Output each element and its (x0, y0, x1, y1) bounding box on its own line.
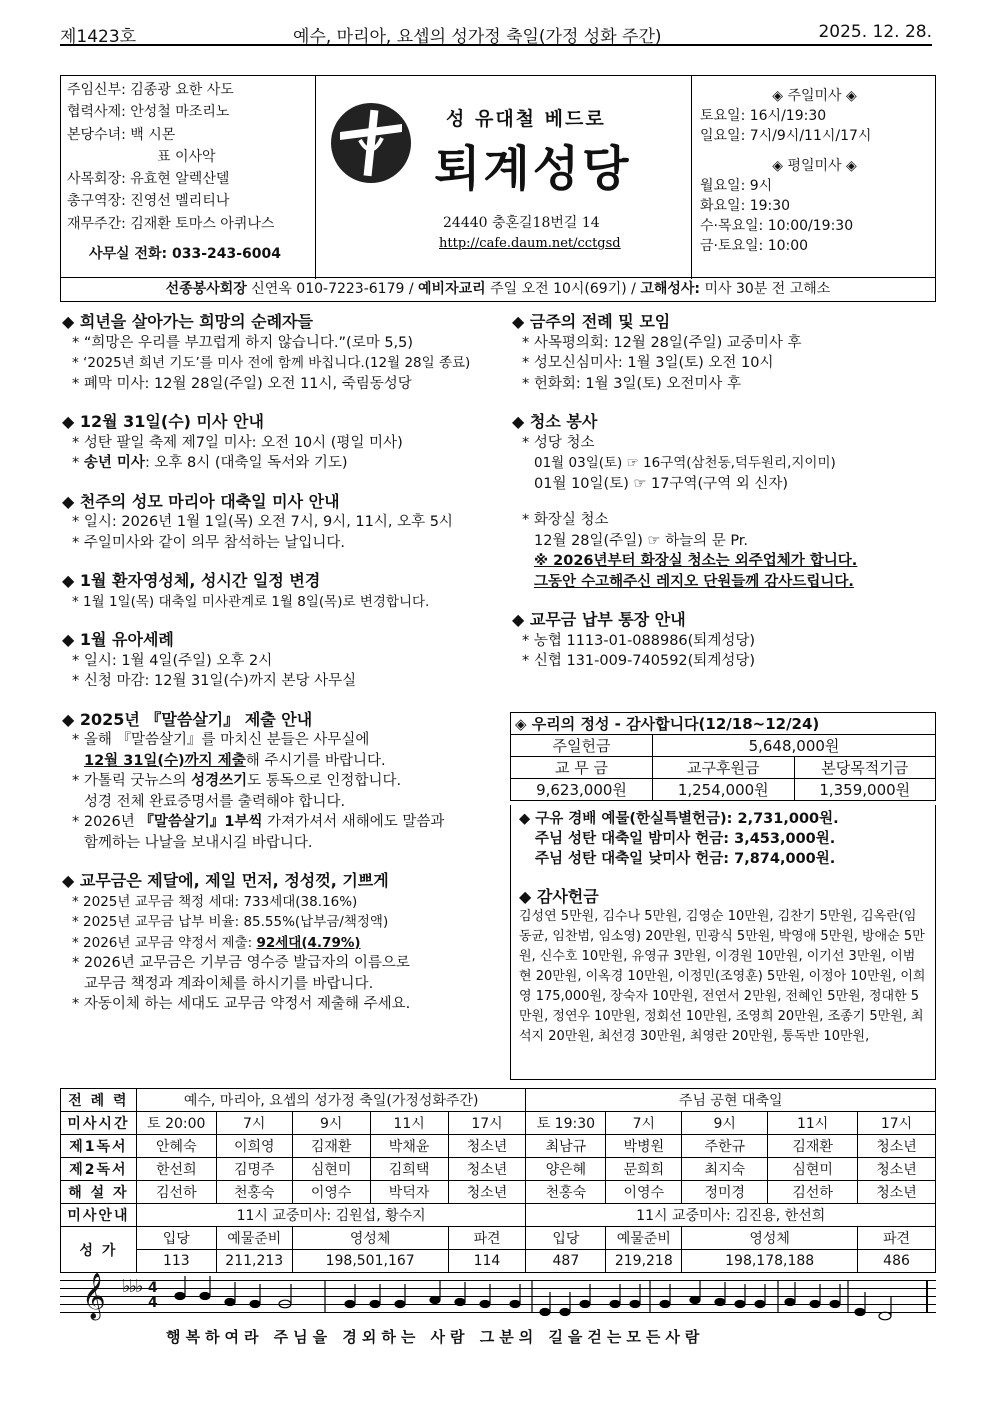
section-title: ◆ 청소 봉사 (512, 412, 598, 431)
offering-details (510, 805, 936, 1080)
row-header: 제2독서 (61, 1158, 137, 1181)
cafe-link[interactable]: http://cafe.daum.net/cctgsd (439, 236, 621, 251)
notice-text (512, 551, 936, 572)
table-cell: 김명주 (216, 1158, 292, 1181)
table-cell: 11시 교중미사: 김진용, 한선희 (526, 1204, 936, 1227)
time-signature-icon: 4 4 (148, 1280, 158, 1311)
list-item: * 일시: 1월 4일(주일) 오후 2시 (72, 652, 273, 669)
table-cell: 박덕자 (370, 1181, 448, 1204)
sponsor-text: 신연옥 010-7223-6179 / (246, 281, 419, 297)
deadline-text: 12월 31일(수)까지 제출 (84, 752, 246, 769)
church-subtitle: 성 유대철 베드로 (446, 108, 606, 130)
table-cell: 211,213 (216, 1250, 292, 1273)
sponsor-label: 선종봉사회장 (165, 281, 247, 297)
liturgy-table (60, 1088, 936, 1273)
special-offering: 주님 성탄 대축일 낮미사 헌금: 7,874,000원. (535, 851, 836, 867)
row-header: 성 가 (61, 1227, 137, 1273)
bank-account: * 신협 131-009-740592(퇴계성당) (522, 653, 755, 669)
bible-writing-text: 성경쓰기 (191, 773, 248, 789)
col-header: 예물준비 (216, 1227, 292, 1250)
staff-line: 총구역장: 진영선 멜리티나 (67, 193, 230, 210)
service-info-bar (60, 278, 936, 302)
weekday-mass-line: 화요일: 19:30 (700, 198, 791, 214)
page-title: 예수, 마리아, 요셉의 성가정 축일(가정 성화 주간) (293, 27, 662, 47)
confession-text: 미사 30분 전 고해소 (700, 281, 831, 297)
table-cell: 청소년 (448, 1135, 526, 1158)
year-end-mass-label: 송년 미사 (83, 455, 145, 471)
list-item: 성경 전체 완료증명서를 출력해야 합니다. (84, 793, 346, 810)
weekday-mass-title: ◈ 평일미사 ◈ (772, 158, 857, 174)
list-item (62, 751, 507, 772)
staff-line: 협력사제: 안성철 마조리노 (67, 104, 230, 121)
sunday-mass-line: 일요일: 7시/9시/11시/17시 (700, 128, 872, 144)
list-item: * 1월 1일(목) 대축일 미사관계로 1월 8일(목)로 변경합니다. (72, 593, 430, 610)
col-header: 입당 (136, 1227, 216, 1250)
list-item: * 헌화회: 1월 3일(토) 오전미사 후 (522, 375, 742, 392)
feast-name: 예수, 마리아, 요셉의 성가정 축일(가정성화주간) (136, 1089, 526, 1112)
sunday-offering-label: 주일헌금 (511, 735, 653, 757)
mass-schedule (691, 76, 937, 279)
table-cell: 토 19:30 (526, 1112, 606, 1135)
list-item: * 주일미사와 같이 의무 참석하는 날입니다. (72, 534, 346, 551)
col-header: 입당 (526, 1227, 606, 1250)
table-cell: 김선하 (136, 1181, 216, 1204)
table-cell: 천홍숙 (526, 1181, 606, 1204)
col-header: 영성체 (682, 1227, 858, 1250)
table-cell: 486 (858, 1250, 936, 1273)
list-item: * 성탄 팔일 축제 제7일 미사: 오전 10시 (평일 미사) (72, 434, 403, 451)
list-item (62, 812, 507, 833)
col-header: 교 무 금 (511, 757, 653, 779)
table-cell: 219,218 (606, 1250, 682, 1273)
weekday-mass-line: 월요일: 9시 (700, 178, 773, 194)
weekday-mass-line: 금·토요일: 10:00 (700, 238, 809, 254)
section-title: ◆ 교무금은 제달에, 제일 먼저, 정성껏, 기쁘게 (62, 871, 389, 890)
catechism-label: 예비자교리 (418, 281, 486, 297)
table-cell: 양은혜 (526, 1158, 606, 1181)
table-cell: 11시 (768, 1112, 858, 1135)
list-item: * 2026년 교무금은 기부금 영수증 발급자의 이름으로 (72, 955, 410, 971)
section-title: ◆ 교무금 납부 통장 안내 (512, 610, 686, 629)
notice-bold: 그동안 수고해주신 레지오 단원들께 감사드립니다. (534, 573, 854, 590)
section-title: ◆ 12월 31일(수) 미사 안내 (62, 412, 264, 431)
section-title: ◆ 희년을 살아가는 희망의 순례자들 (62, 312, 313, 331)
list-text: * 2026년 교무금 약정서 제출: (72, 934, 257, 951)
list-item: * 신청 마감: 12월 31일(수)까지 본당 사무실 (72, 673, 357, 689)
list-item: * 사목평의회: 12월 28일(주일) 교중미사 후 (522, 334, 802, 351)
table-cell: 김선하 (768, 1181, 858, 1204)
table-cell: 최지숙 (682, 1158, 768, 1181)
melody-notes-icon (170, 1272, 930, 1326)
section-title: ◆ 2025년 『말씀살기』 제출 안내 (62, 709, 313, 729)
table-cell: 이영수 (292, 1181, 370, 1204)
offering-table (510, 712, 936, 801)
table-cell: 청소년 (448, 1181, 526, 1204)
list-item: * 성당 청소 (522, 434, 595, 451)
pledge-count: 92세대(4.79%) (256, 934, 361, 951)
thanks-title: ◆ 감사헌금 (519, 887, 599, 906)
church-logo-area (316, 76, 691, 279)
row-header: 전 례 력 (61, 1089, 137, 1112)
table-cell: 17시 (858, 1112, 936, 1135)
list-text: 해 주시기를 바랍니다. (245, 752, 386, 769)
section-title: ◆ 천주의 성모 마리아 대축일 미사 안내 (62, 491, 340, 511)
masthead-box (60, 75, 936, 278)
section-title: ◆ 1월 환자영성체, 성시간 일정 변경 (62, 571, 321, 590)
bank-account: * 농협 1113-01-088986(퇴계성당) (522, 632, 755, 649)
catechism-text: 주일 오전 10시(69기) / (485, 281, 641, 297)
staff-line: 본당수녀: 백 시몬 (67, 126, 176, 143)
staff-list (61, 76, 316, 279)
table-cell: 11시 교중미사: 김원섭, 황수지 (136, 1204, 526, 1227)
hymn-lyrics: 행복하여라 주님을 경외하는 사람 그분의 길을걷는모든사람 (166, 1328, 705, 1346)
right-column (512, 312, 936, 672)
row-header: 미사시간 (61, 1112, 137, 1135)
notice-text (512, 572, 936, 593)
table-cell: 7시 (606, 1112, 682, 1135)
table-cell: 1,254,000원 (653, 779, 795, 801)
year-end-mass-text: : 오후 8시 (대축일 독서와 기도) (144, 455, 348, 471)
list-item: 01월 10일(토) ☞ 17구역(구역 외 신자) (534, 475, 789, 492)
left-column (62, 312, 507, 1015)
col-header: 교구후원금 (653, 757, 795, 779)
row-header: 해 설 자 (61, 1181, 137, 1204)
section-title: ◆ 1월 유아세례 (62, 630, 174, 649)
list-item: 01월 03일(토) ☞ 16구역(삼천동,덕두원리,지이미) (534, 455, 836, 471)
table-cell: 한선희 (136, 1158, 216, 1181)
list-item: * 자동이체 하는 세대도 교무금 약정서 제출해 주세요. (72, 996, 411, 1012)
list-item: * 화장실 청소 (522, 512, 609, 528)
staff-line: 주임신부: 김종광 요한 사도 (67, 82, 234, 98)
church-name: 퇴계성당 (434, 141, 632, 197)
list-item: * 성모신심미사: 1월 3일(토) 오전 10시 (522, 355, 774, 371)
staff-line: 표 이사악 (157, 148, 216, 165)
table-cell: 17시 (448, 1112, 526, 1135)
sunday-mass-line: 토요일: 16시/19:30 (700, 108, 827, 124)
table-cell: 9시 (292, 1112, 370, 1135)
table-cell: 청소년 (858, 1158, 936, 1181)
music-staff (60, 1272, 936, 1326)
col-header: 본당목적기금 (794, 757, 936, 779)
table-cell: 청소년 (448, 1158, 526, 1181)
office-phone: 사무실 전화: 033-243-6004 (89, 246, 281, 263)
confession-label: 고해성사: (640, 281, 701, 297)
cross-logo-icon (330, 102, 412, 184)
section-title: ◆ 금주의 전례 및 모임 (512, 312, 671, 331)
special-offering: ◆ 구유 경배 예물(한실특별헌금): 2,731,000원. (519, 811, 839, 827)
table-cell: 주한규 (682, 1135, 768, 1158)
col-header: 파견 (858, 1227, 936, 1250)
row-header: 미사안내 (61, 1204, 137, 1227)
notice-bold: ※ 2026년부터 화장실 청소는 외주업체가 합니다. (534, 553, 858, 569)
table-cell: 김재환 (768, 1135, 858, 1158)
col-header: 예물준비 (606, 1227, 682, 1250)
table-cell: 청소년 (858, 1181, 936, 1204)
church-address: 24440 충혼길18번길 14 (443, 215, 600, 231)
table-cell: 심현미 (768, 1158, 858, 1181)
feast-name: 주님 공현 대축일 (526, 1089, 936, 1112)
table-cell: 김희택 (370, 1158, 448, 1181)
table-cell: 198,178,188 (682, 1250, 858, 1273)
staff-line: 사목회장: 유효현 알렉산델 (67, 171, 230, 188)
table-cell: 9시 (682, 1112, 768, 1135)
list-item: * 2025년 교무금 납부 비율: 85.55%(납부금/책정액) (72, 914, 389, 930)
list-item: * ‘2025년 희년 기도’를 미사 전에 함께 바칩니다.(12월 28일 종료) (72, 355, 471, 371)
list-text: 도 통독으로 인정합니다. (247, 773, 402, 789)
table-cell: 박채윤 (370, 1135, 448, 1158)
list-text: 가져가셔서 새해에도 말씀과 (262, 814, 445, 830)
list-item: 12월 28일(주일) ☞ 하늘의 문 Pr. (534, 532, 749, 549)
table-cell: 최남규 (526, 1135, 606, 1158)
table-cell: 박병원 (606, 1135, 682, 1158)
list-item: * 송년 미사: 오후 8시 (대축일 독서와 기도) (72, 455, 348, 471)
weekday-mass-line: 수·목요일: 10:00/19:30 (700, 218, 854, 234)
sunday-offering-value: 5,648,000원 (653, 735, 936, 757)
table-cell: 1,359,000원 (794, 779, 936, 801)
table-cell: 11시 (370, 1112, 448, 1135)
offering-title: ◈ 우리의 정성 - 감사합니다(12/18~12/24) (511, 713, 936, 735)
list-item: * 올해 『말씀살기』를 마치신 분들은 사무실에 (72, 732, 370, 748)
list-item (62, 771, 507, 792)
table-cell: 김재환 (292, 1135, 370, 1158)
sunday-mass-title: ◈ 주일미사 ◈ (772, 88, 857, 104)
table-cell: 이영수 (606, 1181, 682, 1204)
table-cell: 천홍숙 (216, 1181, 292, 1204)
table-cell: 토 20:00 (136, 1112, 216, 1135)
table-cell: 7시 (216, 1112, 292, 1135)
list-item: * “희망은 우리를 부끄럽게 하지 않습니다.”(로마 5,5) (72, 334, 414, 351)
table-cell: 정미경 (682, 1181, 768, 1204)
thanks-list: 김성연 5만원, 김수나 5만원, 김영순 10만원, 김찬기 5만원, 김옥란(임동균, 임찬범, 임소영) 20만원, 민광식 5만원, 박영애 5만원, 방애순 5만원, 신수호 10만원, 유영규 3만원, 이경원 10만원, 이기선 3만원, 이범현 20만원, 이옥경 10만원, 이정민(조영훈) 5만원, 이정아 10만원, 이희영 175,000원, 장숙자 10만원, 전연서 2만원, 전혜인 5만원, 정대한 5만원, 정연우 10만원, 정회선 10만원, 조영희 20만원, 조종기 5만원, 최석지 20만원, 최선경 30만원, 최영란 20만원, 통독반 10만원, (519, 909, 926, 1044)
table-cell: 9,623,000원 (511, 779, 653, 801)
table-cell: 487 (526, 1250, 606, 1273)
treble-clef-icon: 𝄞 (82, 1273, 106, 1319)
table-cell: 198,501,167 (292, 1250, 448, 1273)
list-item (62, 933, 507, 954)
table-cell: 청소년 (858, 1135, 936, 1158)
list-text: * 2026년 (72, 814, 140, 830)
bulletin-date: 2025. 12. 28. (818, 22, 932, 42)
list-item: 교무금 책정과 계좌이체를 하시기를 바랍니다. (84, 975, 374, 992)
staff-line: 재무주간: 김재환 토마스 아퀴나스 (67, 215, 275, 232)
col-header: 영성체 (292, 1227, 448, 1250)
bulletin-header (60, 22, 932, 46)
col-header: 파견 (448, 1227, 526, 1250)
issue-number: 제1423호 (60, 27, 137, 47)
word-living-text: 『말씀살기』1부씩 (139, 814, 263, 830)
row-header: 제1독서 (61, 1135, 137, 1158)
table-cell: 안혜숙 (136, 1135, 216, 1158)
special-offering: 주님 성탄 대축일 밤미사 헌금: 3,453,000원. (535, 831, 836, 847)
table-cell: 심현미 (292, 1158, 370, 1181)
list-item: * 폐막 미사: 12월 28일(주일) 오전 11시, 죽림동성당 (72, 375, 412, 392)
key-signature-icon: ♭♭♭ (122, 1276, 142, 1297)
table-cell: 113 (136, 1250, 216, 1273)
table-cell: 114 (448, 1250, 526, 1273)
list-item: 함께하는 나날을 보내시길 바랍니다. (84, 834, 313, 851)
list-item: * 2025년 교무금 책정 세대: 733세대(38.16%) (72, 893, 358, 910)
list-item: * 일시: 2026년 1월 1일(목) 오전 7시, 9시, 11시, 오후 5시 (72, 514, 453, 530)
table-cell: 문희희 (606, 1158, 682, 1181)
table-cell: 이희영 (216, 1135, 292, 1158)
list-text: * 가톨릭 굿뉴스의 (72, 773, 192, 789)
